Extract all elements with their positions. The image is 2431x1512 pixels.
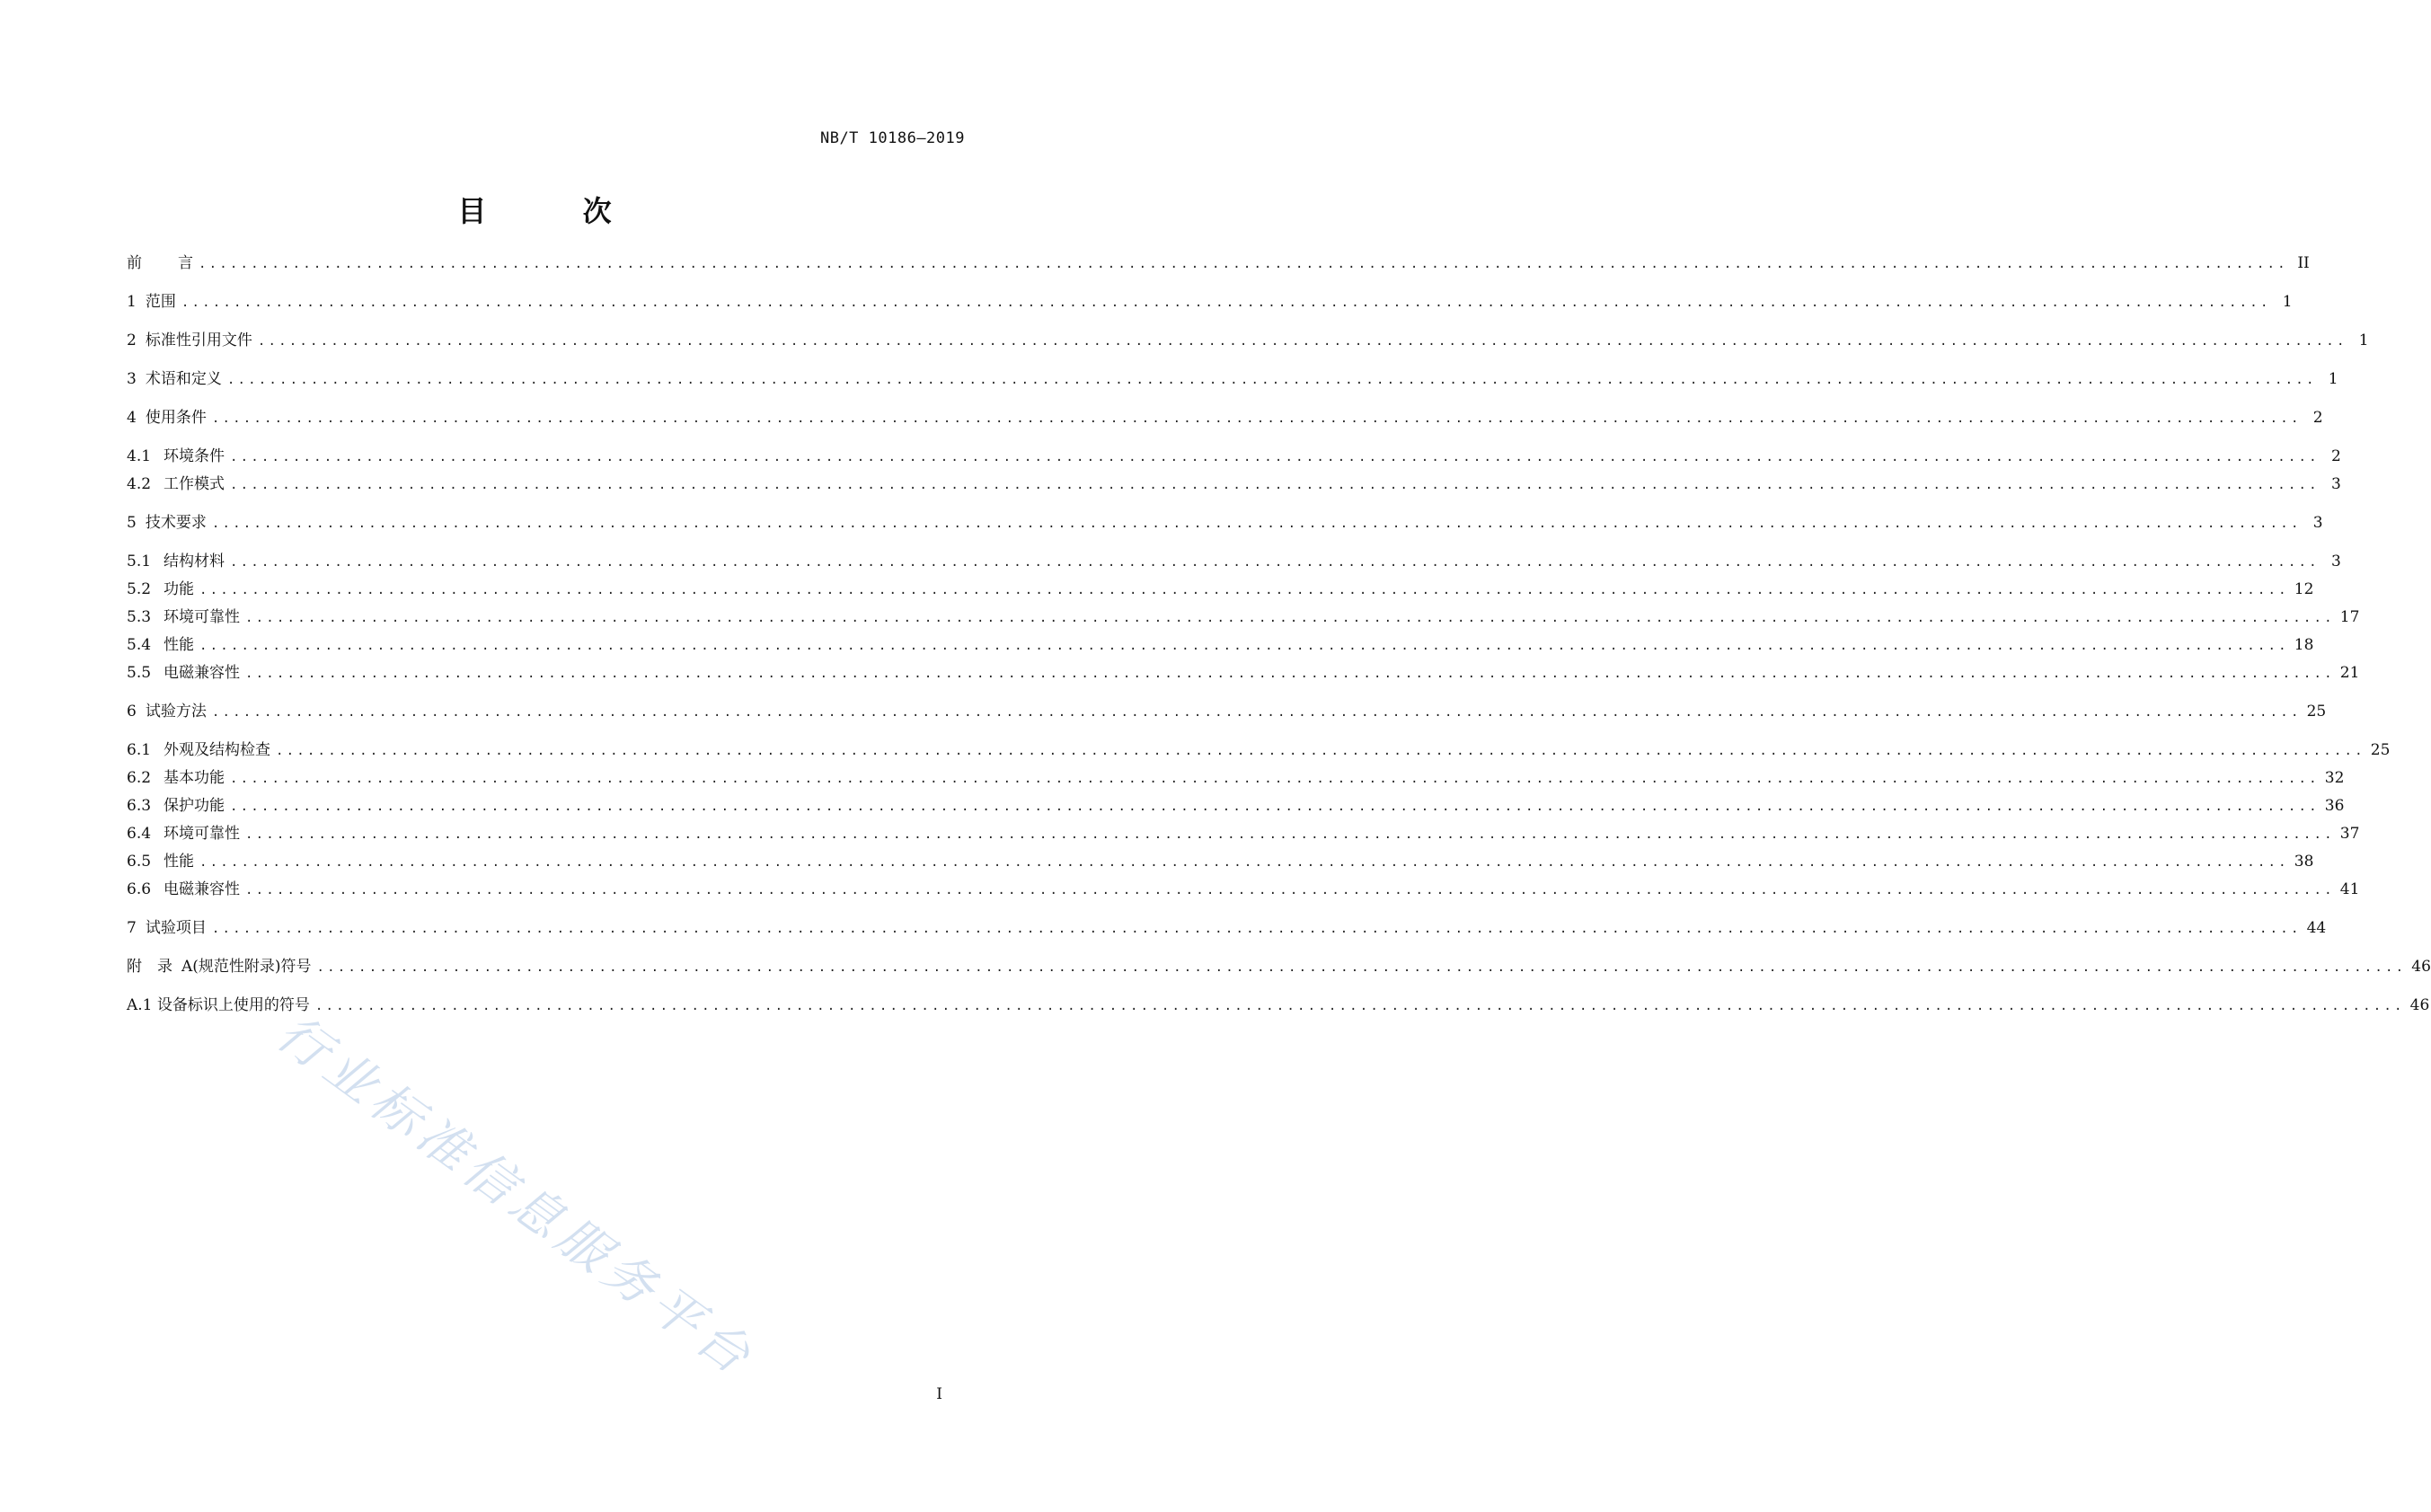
toc-entry[interactable] [127,659,2360,687]
toc-entry[interactable] [127,848,2314,876]
toc-entry-label: 功能 [164,580,195,598]
toc-leader-dots: ........................................................................................................................................................................................................ [257,334,2347,349]
toc-entry-number: 6.2 [127,769,152,787]
toc-entry-page: 3 [2330,553,2341,570]
toc-leader-dots: ........................................................................................................................................................................................................ [230,450,2320,464]
page-number: I [936,1385,942,1403]
toc-entry-label: A(规范性附录)符号 [181,958,312,976]
toc-entry-label: 环境条件 [164,447,225,465]
toc-entry-label: 技术要求 [145,514,207,532]
toc-leader-dots: ........................................................................................................................................................................................................ [211,517,2302,531]
toc-entry-label: 试验项目 [145,919,207,937]
toc-leader-dots: ........................................................................................................................................................................................................ [199,855,2289,870]
toc-entry-page: 37 [2339,825,2360,843]
toc-entry-page: 41 [2339,880,2360,898]
toc-entry-number: 附 录 [127,958,172,976]
toc-entry-page: 3 [2312,514,2323,532]
toc-entry[interactable] [127,288,2293,316]
toc-entry-number: 7 [127,919,137,937]
toc-entry[interactable] [127,698,2327,726]
toc-entry-page: 36 [2324,797,2345,815]
toc-entry-label: 工作模式 [164,475,225,493]
toc-entry-page: 32 [2324,769,2345,787]
toc-entry[interactable] [127,404,2323,432]
toc-entry-number: 6.6 [127,880,152,898]
toc-entry-label: 范围 [145,293,176,311]
toc-entry[interactable] [127,576,2314,604]
toc-entry-page: 25 [2370,741,2391,759]
toc-entry[interactable] [127,250,2310,278]
toc-leader-dots: ........................................................................................................................................................................................................ [199,639,2289,653]
toc-entry[interactable] [127,792,2345,820]
toc-entry[interactable] [127,953,2431,981]
watermark: 行业标准信息服务平台 [266,1004,766,1390]
toc-entry-label: 标准性引用文件 [145,332,252,349]
toc-entry-page: 2 [2312,409,2323,427]
toc-entry[interactable] [127,443,2341,471]
toc-entry-number: 3 [127,370,137,388]
toc-leader-dots: ........................................................................................................................................................................................................ [245,883,2335,897]
toc-leader-dots: ........................................................................................................................................................................................................ [245,667,2335,681]
toc-leader-dots: ........................................................................................................................................................................................................ [211,705,2302,720]
toc-entry-label: 结构材料 [164,553,225,570]
toc-entry-label: 基本功能 [164,769,225,787]
toc-entry[interactable] [127,471,2341,499]
toc-entry-page: 18 [2294,636,2314,654]
toc-entry[interactable] [127,327,2369,355]
toc-entry-page: 1 [2328,370,2338,388]
toc-entry-label: 环境可靠性 [164,608,241,626]
toc-leader-dots: ........................................................................................................................................................................................................ [181,296,2271,310]
toc-entry-page: 1 [2358,332,2369,349]
toc-entry-label: A.1 设备标识上使用的符号 [127,996,310,1014]
toc-entry[interactable] [127,876,2360,904]
toc-entry-number: 前 [127,254,142,272]
table-of-contents [127,250,2431,1020]
toc-entry-number: 6.5 [127,853,152,871]
toc-entry-number: 5.1 [127,553,152,570]
toc-entry-label: 外观及结构检查 [164,741,271,759]
toc-entry[interactable] [127,765,2345,792]
toc-entry-label: 保护功能 [164,797,225,815]
toc-entry-label: 性能 [164,636,195,654]
toc-leader-dots: ........................................................................................................................................................................................................ [211,922,2302,936]
page-title: 目 次 [457,194,655,228]
toc-entry-page: 25 [2306,703,2327,721]
toc-entry-number: 5.2 [127,580,152,598]
toc-entry-page: 2 [2330,447,2341,465]
toc-entry-page: 12 [2294,580,2314,598]
toc-leader-dots: ........................................................................................................................................................................................................ [226,373,2317,387]
toc-entry-page: 38 [2294,853,2314,871]
toc-entry[interactable] [127,509,2323,537]
toc-entry-label: 环境可靠性 [164,825,241,843]
toc-entry-page: 46 [2411,958,2431,976]
toc-entry-label: 试验方法 [145,703,207,721]
toc-leader-dots: ........................................................................................................................................................................................................ [230,555,2320,570]
toc-leader-dots: ........................................................................................................................................................................................................ [245,827,2335,842]
toc-entry-number: 4.1 [127,447,152,465]
toc-entry-number: 5.4 [127,636,152,654]
toc-entry-number: 6.4 [127,825,152,843]
toc-entry[interactable] [127,632,2314,659]
toc-entry-page: 21 [2339,664,2360,682]
toc-entry-label: 性能 [164,853,195,871]
toc-entry[interactable] [127,604,2360,632]
toc-leader-dots: ........................................................................................................................................................................................................ [199,583,2289,597]
toc-leader-dots: ........................................................................................................................................................................................................ [316,960,2407,975]
toc-leader-dots: ........................................................................................................................................................................................................ [314,999,2405,1013]
toc-entry-label: 言 [178,254,193,272]
toc-entry-label: 使用条件 [145,409,207,427]
toc-entry[interactable] [127,915,2327,942]
toc-entry-label: 术语和定义 [145,370,222,388]
toc-leader-dots: ........................................................................................................................................................................................................ [245,611,2335,625]
toc-entry-number: 5.5 [127,664,152,682]
toc-entry-number: 5.3 [127,608,152,626]
toc-entry[interactable] [127,366,2338,393]
toc-entry-page: 17 [2339,608,2360,626]
toc-entry[interactable] [127,737,2391,765]
toc-entry-number: 6.3 [127,797,152,815]
toc-entry-number: 4 [127,409,137,427]
toc-entry-page: 44 [2306,919,2327,937]
toc-entry-number: 2 [127,332,137,349]
toc-entry[interactable] [127,820,2360,848]
toc-leader-dots: ........................................................................................................................................................................................................ [230,772,2320,786]
toc-entry-number: 1 [127,293,137,311]
toc-entry-number: 6 [127,703,137,721]
toc-entry-label: 电磁兼容性 [164,664,241,682]
toc-leader-dots: ........................................................................................................................................................................................................ [230,800,2320,814]
toc-leader-dots: ........................................................................................................................................................................................................ [199,257,2288,271]
toc-entry-page: II [2297,254,2310,272]
standard-code: NB/T 10186—2019 [819,129,965,147]
toc-entry-page: 1 [2282,293,2293,311]
toc-entry-label: 电磁兼容性 [164,880,241,898]
toc-entry-number: 5 [127,514,137,532]
toc-leader-dots: ........................................................................................................................................................................................................ [211,411,2302,426]
toc-entry[interactable] [127,548,2341,576]
toc-entry-page: 46 [2409,996,2430,1014]
toc-entry[interactable] [127,992,2430,1020]
toc-entry-page: 3 [2330,475,2341,493]
toc-leader-dots: ........................................................................................................................................................................................................ [230,478,2320,492]
toc-entry-number: 4.2 [127,475,152,493]
toc-entry-number: 6.1 [127,741,152,759]
toc-leader-dots: ........................................................................................................................................................................................................ [276,744,2365,758]
